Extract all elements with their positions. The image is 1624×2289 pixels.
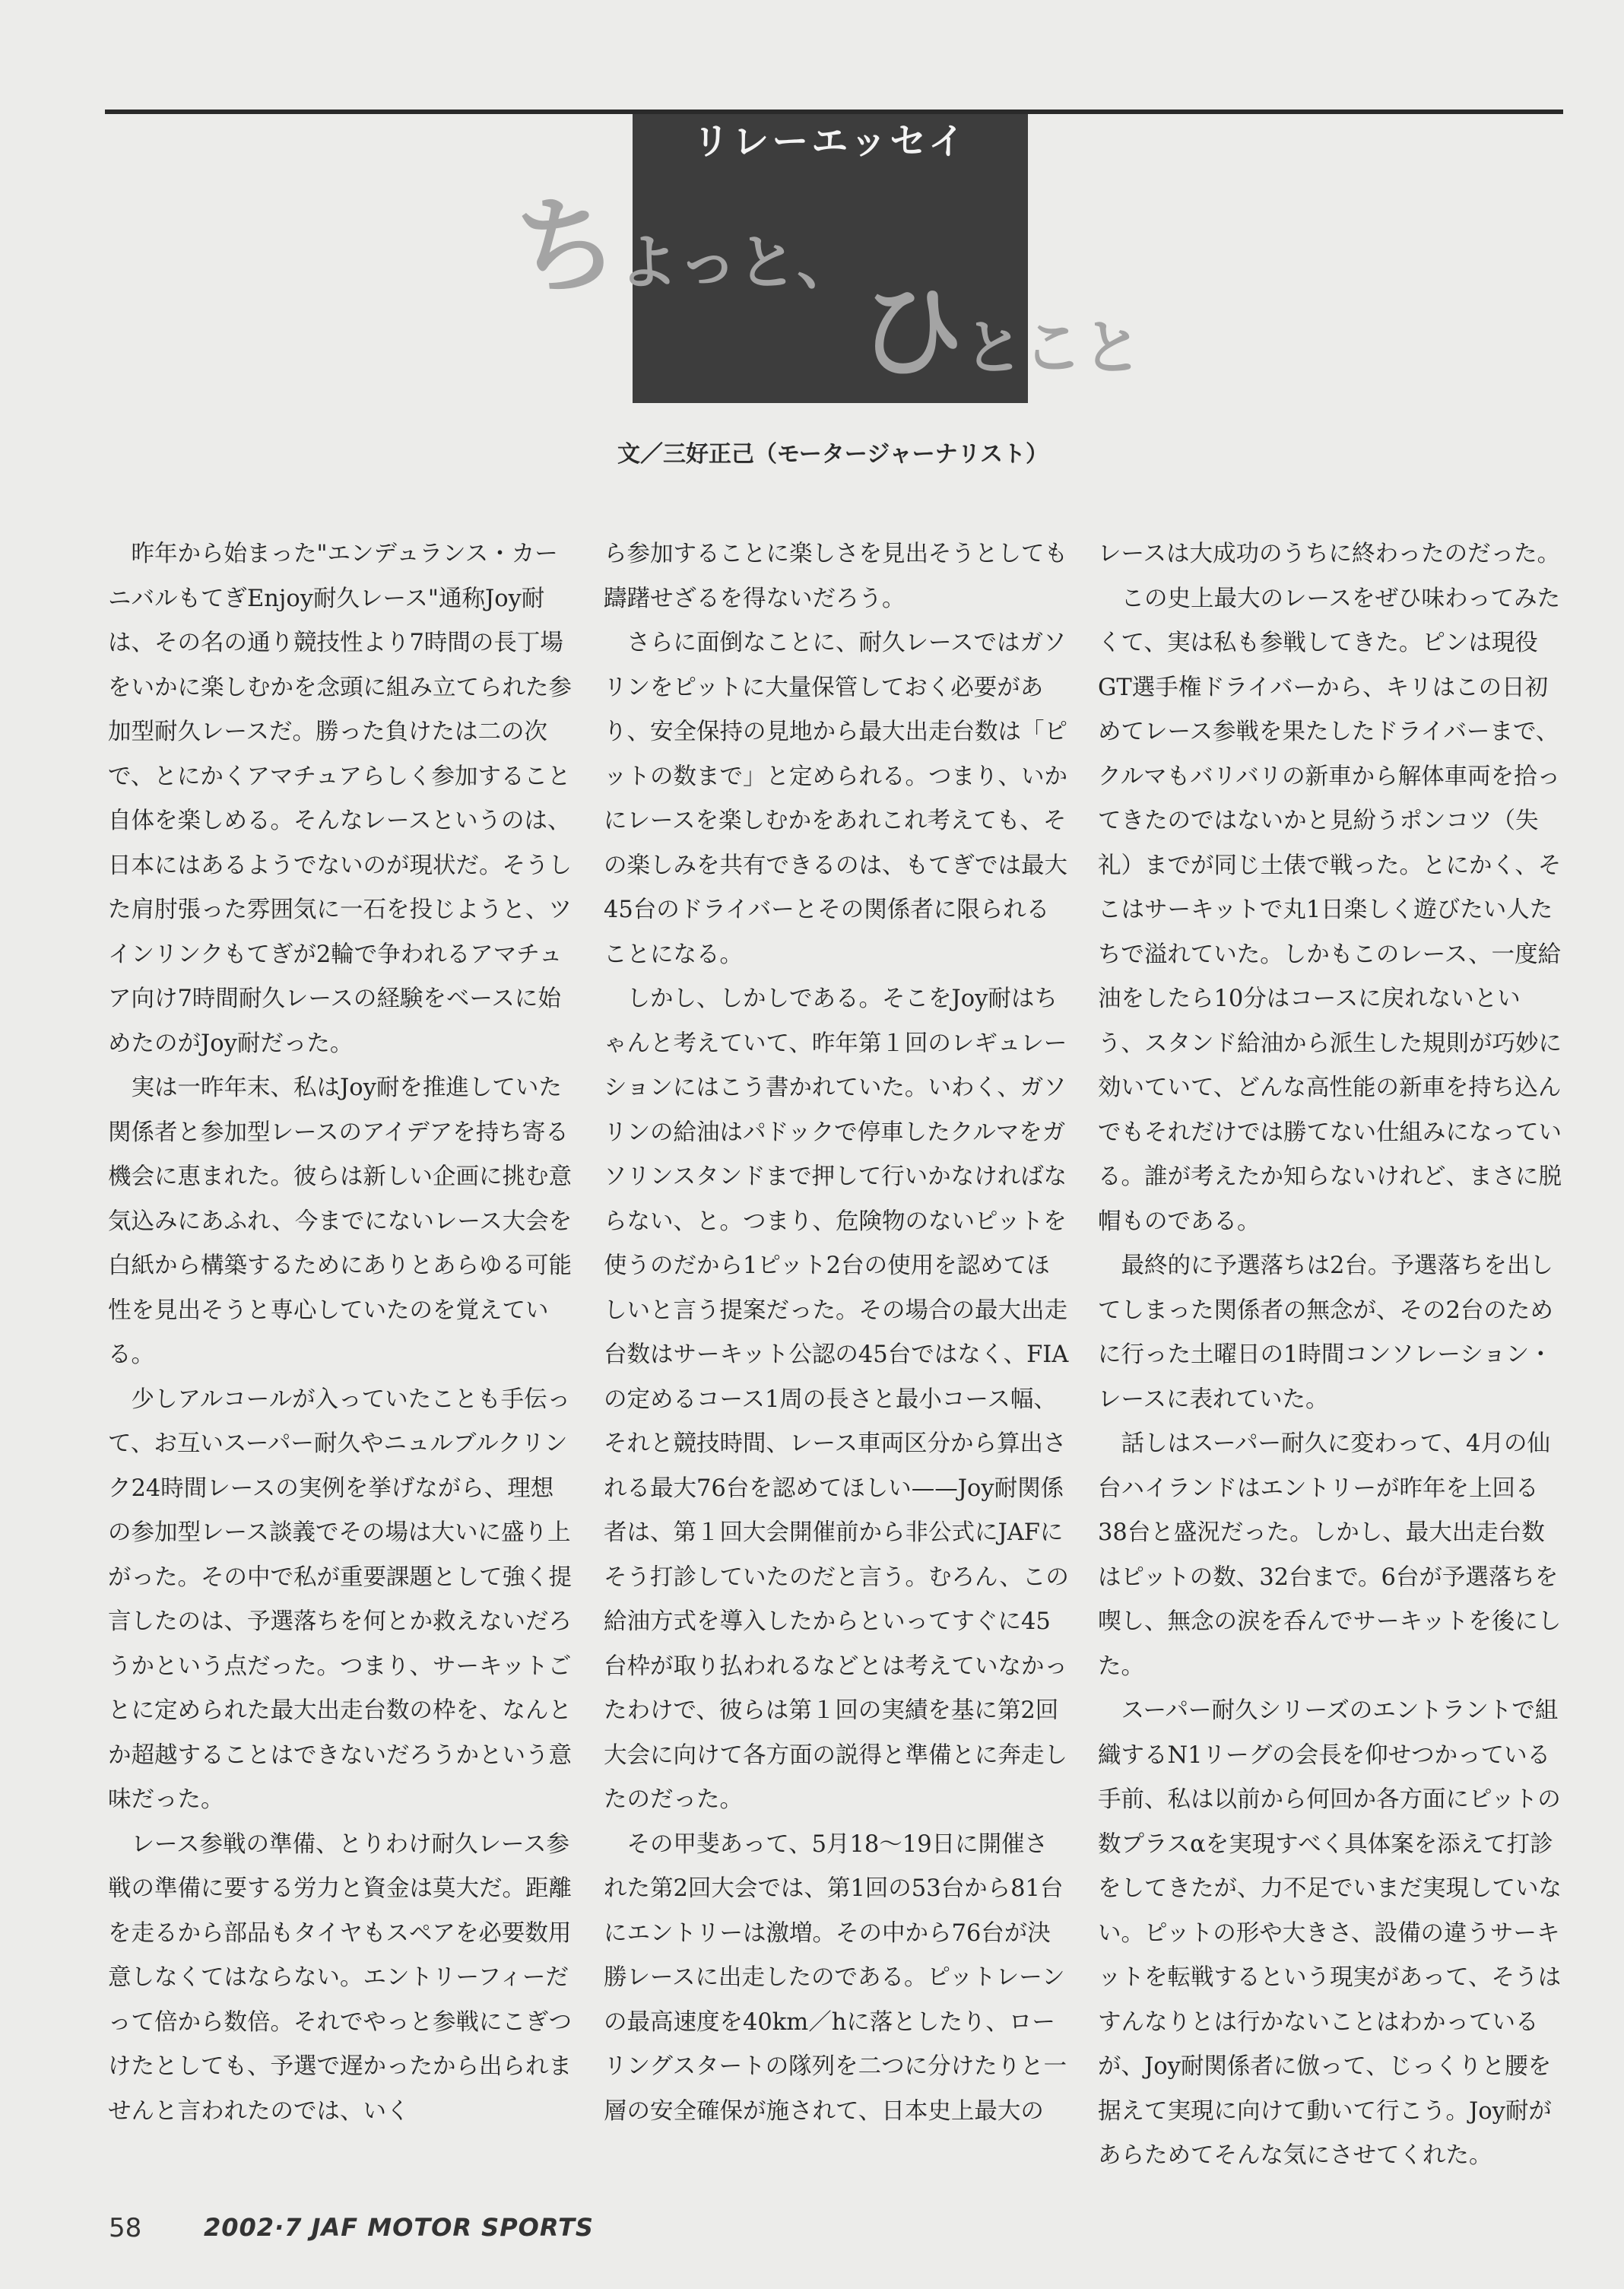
- title-char: ち: [514, 186, 620, 308]
- paragraph: ら参加することに楽しさを見出そうとしても躊躇せざるを得ないだろう。: [604, 541, 1067, 612]
- paragraph: 少しアルコールが入っていたことも手伝って、お互いスーパー耐久やニュルブルクリンク24時間レースの実例を挙げながら、理想の参加型レース談義でその場は大いに盛り上がった。その中で私が重要課題として強く提言したのは、予選落ちを何とか救えないだろうかという点だった。つまり、サーキットごとに定められた最大出走台数の枠を、なんとか超越することはできないだろうかという意味だった。: [108, 1386, 572, 1813]
- essay-title-line1: [514, 186, 857, 320]
- text-column-3: [1098, 532, 1563, 2179]
- paragraph: さらに面倒なことに、耐久レースではガソリンをピットに大量保管しておく必要があり、安全保持の見地から最大出走台数は「ピットの数まで」と定められる。つまり、いかにレースを楽しむかをあれこれ考えても、その楽しみを共有できるのは、もてぎでは最大45台のドライバーとその関係者に限られることになる。: [604, 630, 1067, 968]
- paragraph: 実は一昨年末、私はJoy耐を推進していた関係者と参加型レースのアイデアを持ち寄る機会に恵まれた。彼らは新しい企画に挑む意気込みにあふれ、今までにないレース大会を白紙から構築するためにありとあらゆる可能性を見出そうと専心していたのを覚えている。: [108, 1075, 573, 1368]
- text-column-2: [604, 532, 1069, 2134]
- essay-title-line2: [859, 271, 1143, 405]
- series-label: リレーエッセイ: [693, 120, 968, 163]
- title-rest: よっと、: [619, 229, 857, 297]
- text-column-1: [108, 532, 573, 2134]
- paragraph: レース参戦の準備、とりわけ耐久レース参戦の準備に要する労力と資金は莫大だ。距離を走るから部品もタイヤもスペアを必要数用意しなくてはならない。エントリーフィーだって倍から数倍。それでやっと参戦にこぎつけたとしても、予選で遅かったから出られませんと言われたのでは、いく: [108, 1830, 572, 2125]
- paragraph: しかし、しかしである。そこをJoy耐はちゃんと考えていて、昨年第１回のレギュレーションにはこう書かれていた。いわく、ガソリンの給油はパドックで停車したクルマをガソリンスタンドまで押して行いかなければならない、と。つまり、危険物のないピットを使うのだから1ピット2台の使用を認めてほしいと言う提案だった。その場合の最大出走台数はサーキット公認の45台ではなく、FIAの定めるコース1周の長さと最小コース幅、それと競技時間、レース車両区分から算出される最大76台を認めてほしい——Joy耐関係者は、第１回大会開催前から非公式にJAFにそう打診していたのだと言う。むろん、この給油方式を導入したからといってすぐに45台枠が取り払われるなどとは考えていなかったわけで、彼らは第１回の実績を基に第2回大会に向けて各方面の説得と準備とに奔走したのだった。: [604, 986, 1069, 1813]
- title-rest: とこと: [964, 314, 1143, 383]
- byline: 文／三好正己（モータージャーナリスト）: [617, 441, 1048, 468]
- paragraph: 昨年から始まった"エンデュランス・カーニバルもてぎEnjoy耐久レース"通称Joy耐は、その名の通り競技性より7時間の長丁場をいかに楽しむかを念頭に組み立てられた参加型耐久レースだ。勝った負けたは二の次で、とにかくアマチュアらしく参加すること自体を楽しめる。そんなレースというのは、日本にはあるようでないのが現状だ。そうした肩肘張った雰囲気に一石を投じようと、ツインリンクもてぎが2輪で争われるアマチュア向け7時間耐久レースの経験をベースに始めたのがJoy耐だった。: [108, 541, 572, 1057]
- paragraph: この史上最大のレースをぜひ味わってみたくて、実は私も参戦してきた。ピンは現役GT選手権ドライバーから、キリはこの日初めてレース参戦を果たしたドライバーまで、クルマもバリバリの新車から解体車両を拾ってきたのではないかと見紛うポンコツ（失礼）までが同じ土俵で戦った。とにかく、そこはサーキットで丸1日楽しく遊びたい人たちで溢れていた。しかもこのレース、一度給油をしたら10分はコースに戻れないという、スタンド給油から派生した規則が巧妙に効いていて、どんな高性能の新車を持ち込んでもそれだけでは勝てない仕組みになっている。誰が考えたか知らないけれど、まさに脱帽ものである。: [1098, 585, 1562, 1235]
- paragraph: レースは大成功のうちに終わったのだった。: [1098, 541, 1561, 567]
- paragraph: 最終的に予選落ちは2台。予選落ちを出してしまった関係者の無念が、その2台のために行った土曜日の1時間コンソレーション・レースに表れていた。: [1098, 1252, 1553, 1413]
- paragraph: 話しはスーパー耐久に変わって、4月の仙台ハイランドはエントリーが昨年を上回る38台と盛況だった。しかし、最大出走台数はピットの数、32台まで。6台が予選落ちを喫し、無念の涙を呑んでサーキットを後にした。: [1098, 1430, 1562, 1680]
- title-char: ひ: [859, 271, 965, 393]
- paragraph: スーパー耐久シリーズのエントラントで組織するN1リーグの会長を仰せつかっている手前、私は以前から何回か各方面にピットの数プラスαを実現すべく具体案を添えて打診をしてきたが、力不足でいまだ実現していない。ピットの形や大きさ、設備の違うサーキットを転戦するという現実があって、そうはすんなりとは行かないことはわかっているが、Joy耐関係者に倣って、じっくりと腰を据えて実現に向けて動いて行こう。Joy耐があらためてそんな気にさせてくれた。: [1098, 1697, 1562, 2169]
- paragraph: その甲斐あって、5月18〜19日に開催された第2回大会では、第1回の53台から81台にエントリーは激増。その中から76台が決勝レースに出走したのである。ピットレーンの最高速度を40km／hに落としたり、ローリングスタートの隊列を二つに分けたりと一層の安全確保が施されて、日本史上最大の: [604, 1830, 1067, 2125]
- page-number: 58: [109, 2213, 142, 2243]
- magazine-footer: 2002·7 JAF MOTOR SPORTS: [204, 2213, 594, 2242]
